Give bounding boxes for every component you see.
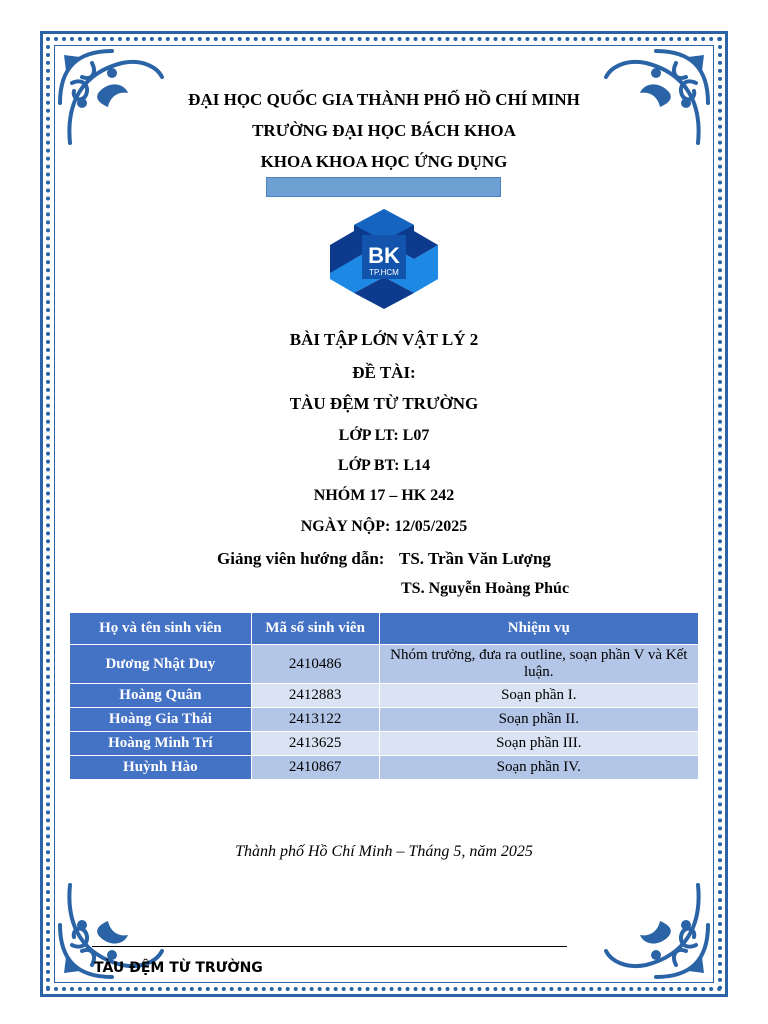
table-row — [70, 684, 699, 708]
advisor-name: TS. Trần Văn Lượng — [399, 549, 551, 568]
logo-text: BK — [368, 243, 400, 268]
student-id: 2413122 — [251, 708, 379, 732]
student-id: 2410867 — [251, 756, 379, 780]
header-divider-bar — [266, 177, 501, 197]
faculty-name: KHOA KHOA HỌC ỨNG DỤNG — [260, 152, 508, 171]
footer-title: TÀU ĐỆM TỪ TRƯỜNG — [94, 960, 263, 976]
student-name: Huỳnh Hào — [70, 756, 252, 780]
student-name: Hoàng Minh Trí — [70, 732, 252, 756]
topic-label: ĐỀ TÀI: — [352, 363, 416, 382]
footer-divider — [92, 946, 567, 947]
assignment-title: BÀI TẬP LỚN VẬT LÝ 2 — [289, 330, 479, 349]
student-task: Nhóm trưởng, đưa ra outline, soạn phần V và Kết luận. — [379, 645, 698, 684]
student-name: Hoàng Quân — [70, 684, 252, 708]
student-task: Soạn phần III. — [379, 732, 698, 756]
student-name: Hoàng Gia Thái — [70, 708, 252, 732]
place-and-date: Thành phố Hồ Chí Minh – Tháng 5, năm 2025 — [235, 843, 533, 860]
table-row — [70, 756, 699, 780]
student-id: 2412883 — [251, 684, 379, 708]
school-name: TRƯỜNG ĐẠI HỌC BÁCH KHOA — [252, 121, 516, 140]
column-header: Mã số sinh viên — [251, 613, 379, 645]
student-task: Soạn phần I. — [379, 684, 698, 708]
topic-title: TÀU ĐỆM TỪ TRƯỜNG — [289, 394, 479, 413]
table-header-row — [70, 613, 699, 645]
due-date: NGÀY NỘP: 12/05/2025 — [300, 518, 468, 535]
student-id: 2410486 — [251, 645, 379, 684]
table-row — [70, 708, 699, 732]
class-lt: LỚP LT: L07 — [338, 427, 430, 444]
table-row — [70, 732, 699, 756]
table-row — [70, 645, 699, 684]
student-id: 2413625 — [251, 732, 379, 756]
members-table — [69, 612, 699, 780]
column-header: Họ và tên sinh viên — [70, 613, 252, 645]
student-task: Soạn phần II. — [379, 708, 698, 732]
group-semester: NHÓM 17 – HK 242 — [313, 487, 455, 504]
bk-university-logo-icon — [328, 207, 440, 311]
logo-subtext: TP.HCM — [369, 268, 399, 277]
advisor-label: Giảng viên hướng dẫn: — [217, 549, 385, 568]
university-name: ĐẠI HỌC QUỐC GIA THÀNH PHỐ HỒ CHÍ MINH — [188, 90, 580, 109]
advisor-name: TS. Nguyễn Hoàng Phúc — [401, 580, 570, 597]
student-task: Soạn phần IV. — [379, 756, 698, 780]
corner-ornament-icon — [596, 865, 716, 985]
column-header: Nhiệm vụ — [379, 613, 698, 645]
student-name: Dương Nhật Duy — [70, 645, 252, 684]
class-bt: LỚP BT: L14 — [337, 457, 431, 474]
